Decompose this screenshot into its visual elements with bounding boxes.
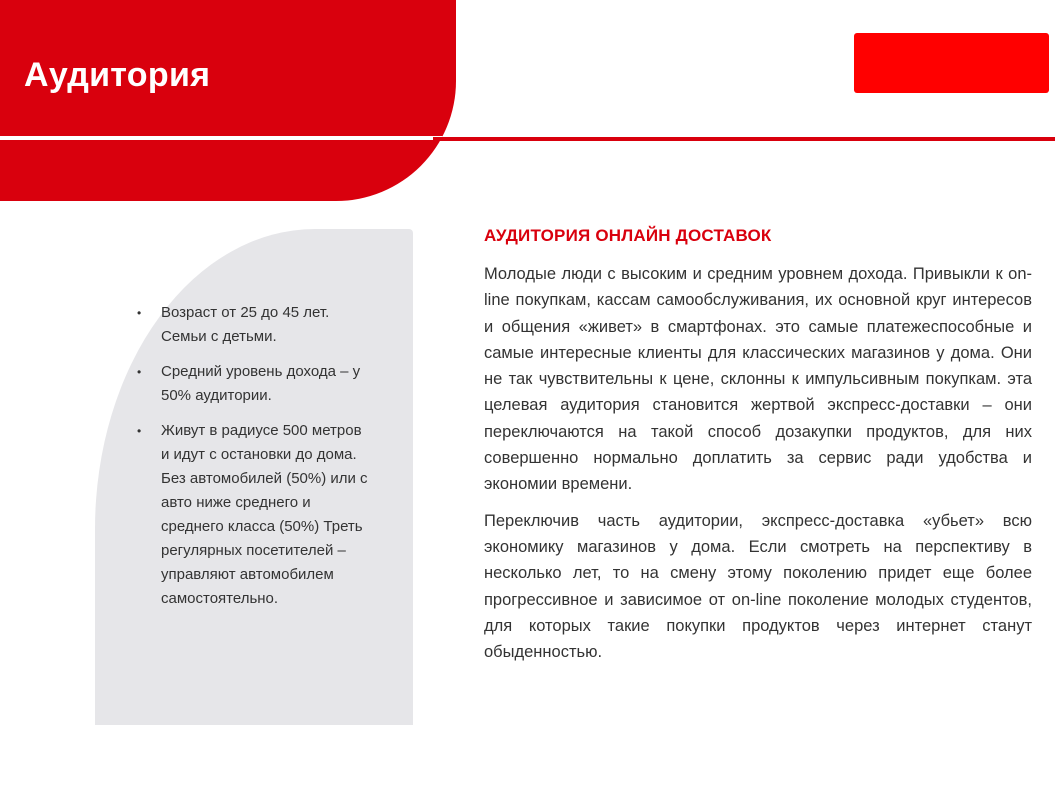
body-text <box>484 261 1032 675</box>
list-item-text: Живут в радиусе 500 метров и идут с остановки до дома. Без автомобилей (50%) или с авто ниже среднего и среднего класса (50%) Треть регулярных посетителей – управляют автомобилем самостоятельно. <box>161 422 368 607</box>
audience-facts-list <box>133 301 373 622</box>
body-paragraph: Молодые люди с высоким и средним уровнем дохода. Привыкли к on-line покупкам, кассам самообслуживания, их основной круг интересов и общения «живет» в смартфонах. это самые платежеспособные и самые интересные клиенты для классических магазинов у дома. Они не так чувствительны к цене, склонны к импульсивным покупкам. эта целевая аудитория становится жертвой экспресс-доставки – они переключаются на такой способ дозакупки продуктов, для них совершенно нормально доплатить за сервис ради удобства и экономии времени. <box>484 265 1032 494</box>
list-item <box>133 360 373 408</box>
bullet-icon: • <box>137 306 142 320</box>
list-item <box>133 419 373 611</box>
bullet-icon: • <box>137 365 142 379</box>
list-item-text: Средний уровень дохода – у 50% аудитории. <box>161 363 361 404</box>
bullet-icon: • <box>137 424 142 438</box>
list-item <box>133 301 373 349</box>
header-stripe <box>0 136 456 140</box>
page-title: Аудитория <box>24 56 211 94</box>
accent-block <box>854 33 1049 93</box>
list-item-text: Возраст от 25 до 45 лет. Семьи с детьми. <box>161 304 330 345</box>
header-rule <box>433 137 1055 141</box>
section-heading: АУДИТОРИЯ ОНЛАЙН ДОСТАВОК <box>484 226 772 245</box>
header-banner <box>0 0 456 201</box>
body-paragraph: Переключив часть аудитории, экспресс-доставка «убьет» всю экономику магазинов у дома. Если смотреть на перспективу в несколько лет, то на смену этому поколению придет еще более прогрессивное и зависимое от on-line поколение молодых студентов, для которых такие покупки продуктов через интернет станут обыденностью. <box>484 511 1032 662</box>
